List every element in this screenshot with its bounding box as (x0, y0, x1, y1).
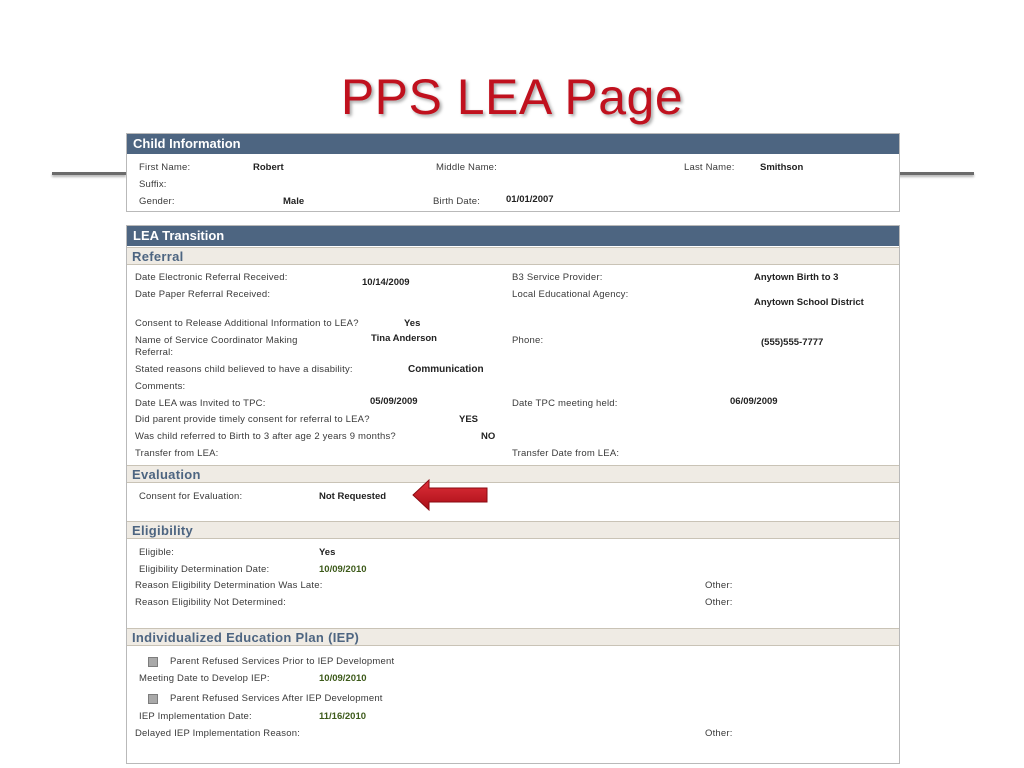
disability-reasons-value: Communication (408, 364, 484, 375)
lea-transition-header: LEA Transition (127, 226, 899, 246)
referred-late-label: Was child referred to Birth to 3 after age 2 years 9 months? (135, 431, 396, 442)
refused-after-checkbox[interactable] (148, 694, 158, 704)
birth-date-value: 01/01/2007 (506, 194, 554, 205)
iep-other-label: Other: (705, 728, 733, 739)
first-name-value: Robert (253, 162, 284, 173)
consent-evaluation-label: Consent for Evaluation: (139, 491, 243, 502)
comments-label: Comments: (135, 381, 186, 392)
eligibility-determination-date-value: 10/09/2010 (319, 564, 367, 575)
gender-label: Gender: (139, 196, 175, 207)
last-name-label: Last Name: (684, 162, 735, 173)
lea-invited-value: 05/09/2009 (370, 396, 418, 407)
first-name-label: First Name: (139, 162, 191, 173)
phone-label: Phone: (512, 335, 544, 346)
lea-invited-label: Date LEA was Invited to TPC: (135, 398, 266, 409)
implementation-date-value: 11/16/2010 (319, 711, 367, 722)
eligibility-not-determined-label: Reason Eligibility Not Determined: (135, 597, 286, 608)
left-divider-line (52, 172, 126, 175)
consent-release-value: Yes (404, 318, 421, 329)
referred-late-value: NO (481, 431, 496, 442)
local-educational-agency-value: Anytown School District (754, 297, 864, 308)
service-coordinator-label-line2: Referral: (135, 347, 174, 358)
eligibility-determination-date-label: Eligibility Determination Date: (139, 564, 270, 575)
refused-after-label: Parent Refused Services After IEP Development (170, 693, 383, 704)
service-coordinator-value: Tina Anderson (371, 333, 437, 344)
date-electronic-referral-label: Date Electronic Referral Received: (135, 272, 288, 283)
meeting-date-label: Meeting Date to Develop IEP: (139, 673, 270, 684)
transfer-date-label: Transfer Date from LEA: (512, 448, 620, 459)
evaluation-section-header: Evaluation (127, 465, 899, 483)
child-information-panel (126, 133, 900, 212)
page-title: PPS LEA Page (340, 69, 684, 125)
meeting-date-value: 10/09/2010 (319, 673, 367, 684)
eligible-label: Eligible: (139, 547, 175, 558)
birth-date-label: Birth Date: (433, 196, 481, 207)
date-electronic-referral-value: 10/14/2009 (362, 277, 410, 288)
last-name-value: Smithson (760, 162, 804, 173)
timely-consent-value: YES (459, 414, 479, 425)
disability-reasons-label: Stated reasons child believed to have a disability: (135, 364, 353, 375)
eligibility-section-header: Eligibility (127, 521, 899, 539)
eligibility-other-label-2: Other: (705, 597, 733, 608)
eligibility-other-label-1: Other: (705, 580, 733, 591)
date-paper-referral-label: Date Paper Referral Received: (135, 289, 271, 300)
referral-section-header: Referral (127, 247, 899, 265)
pointer-arrow-icon (412, 478, 490, 512)
refused-prior-checkbox[interactable] (148, 657, 158, 667)
child-information-header: Child Information (127, 134, 899, 154)
tpc-meeting-held-value: 06/09/2009 (730, 396, 778, 407)
gender-value: Male (283, 196, 305, 207)
b3-service-provider-label: B3 Service Provider: (512, 272, 603, 283)
lea-transition-panel (126, 225, 900, 764)
b3-service-provider-value: Anytown Birth to 3 (754, 272, 839, 283)
iep-section-header: Individualized Education Plan (IEP) (127, 628, 899, 646)
tpc-meeting-held-label: Date TPC meeting held: (512, 398, 618, 409)
timely-consent-label: Did parent provide timely consent for referral to LEA? (135, 414, 370, 425)
transfer-from-lea-label: Transfer from LEA: (135, 448, 219, 459)
consent-evaluation-value: Not Requested (319, 491, 387, 502)
delayed-reason-label: Delayed IEP Implementation Reason: (135, 728, 301, 739)
eligible-value: Yes (319, 547, 336, 558)
middle-name-label: Middle Name: (436, 162, 498, 173)
right-divider-line (898, 172, 974, 175)
service-coordinator-label-line1: Name of Service Coordinator Making (135, 335, 298, 346)
eligibility-late-reason-label: Reason Eligibility Determination Was Late: (135, 580, 323, 591)
phone-value: (555)555-7777 (761, 337, 824, 348)
consent-release-label: Consent to Release Additional Information to LEA? (135, 318, 359, 329)
suffix-label: Suffix: (139, 179, 167, 190)
refused-prior-label: Parent Refused Services Prior to IEP Development (170, 656, 395, 667)
implementation-date-label: IEP Implementation Date: (139, 711, 252, 722)
local-educational-agency-label: Local Educational Agency: (512, 289, 629, 300)
